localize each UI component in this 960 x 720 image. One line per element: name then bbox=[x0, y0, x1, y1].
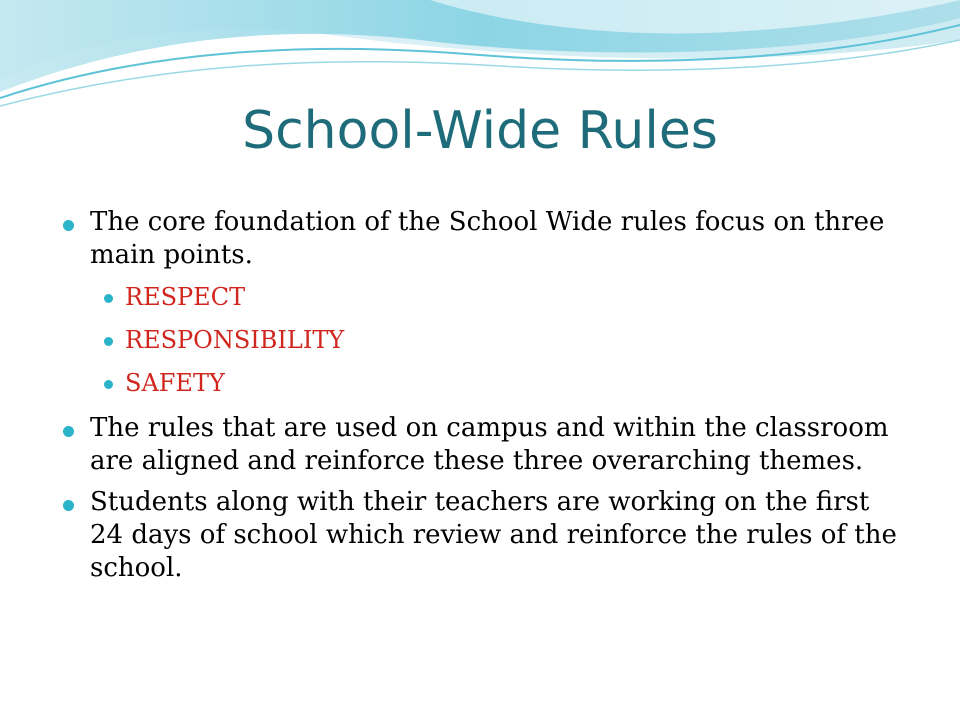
bullet-marker-icon bbox=[63, 500, 74, 511]
subbullet-text: SAFETY bbox=[125, 369, 225, 397]
bullet-marker-icon bbox=[63, 426, 74, 437]
subbullet-marker-icon bbox=[104, 337, 113, 346]
subbullet-item-safety bbox=[60, 368, 910, 398]
subbullet-marker-icon bbox=[104, 380, 113, 389]
bullet-text: The rules that are used on campus and within the classroom are aligned and reinforce these three overarching themes. bbox=[90, 413, 889, 476]
bullet-marker-icon bbox=[63, 220, 74, 231]
slide-title: School-Wide Rules bbox=[242, 101, 718, 161]
subbullet-list bbox=[60, 282, 910, 398]
subbullet-item-respect bbox=[60, 282, 910, 312]
subbullet-marker-icon bbox=[104, 294, 113, 303]
bullet-text: Students along with their teachers are working on the first 24 days of school which review and reinforce the rules of the school. bbox=[90, 487, 897, 583]
bullet-text: The core foundation of the School Wide rules focus on three main points. bbox=[90, 207, 885, 270]
bullet-list bbox=[60, 206, 910, 593]
bullet-item-3 bbox=[60, 486, 910, 585]
subbullet-item-responsibility bbox=[60, 325, 910, 355]
subbullet-text: RESPECT bbox=[125, 283, 246, 311]
subbullet-text: RESPONSIBILITY bbox=[125, 326, 345, 354]
bullet-item-2 bbox=[60, 412, 910, 478]
bullet-item-1 bbox=[60, 206, 910, 272]
